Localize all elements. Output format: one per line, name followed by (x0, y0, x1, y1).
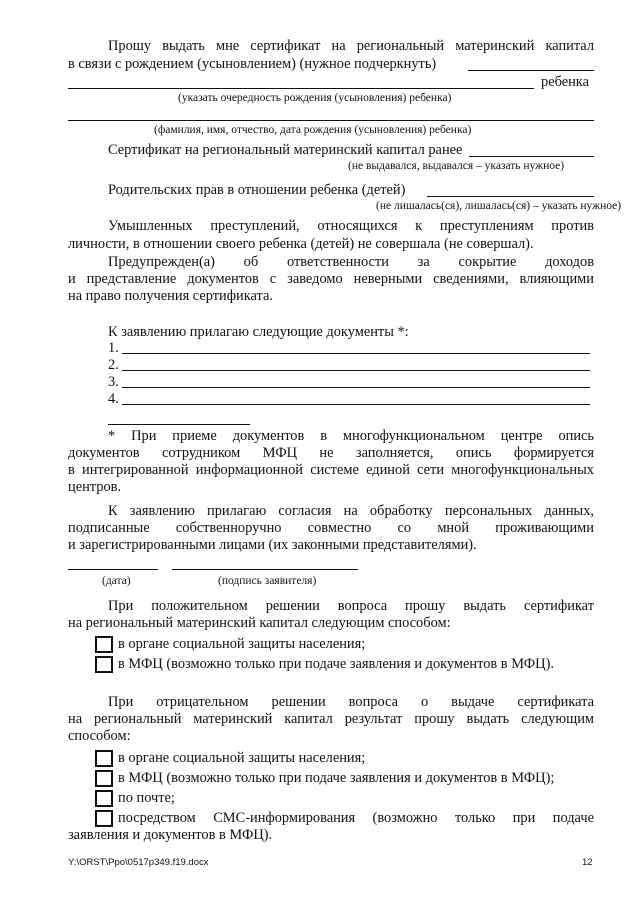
hint-child-name: (фамилия, имя, отчество, дата рождения (усыновления) ребенка) (154, 124, 472, 136)
consent-line-1: К заявлению прилагаю согласия на обработку персональных данных, (108, 503, 594, 519)
document-field-4[interactable] (122, 404, 590, 405)
positive-option-social-label: в органе социальной защиты населения; (118, 636, 366, 652)
date-label: (дата) (102, 575, 131, 587)
warning-line-2: и представление документов с заведомо неверными сведениями, влияющими (68, 271, 594, 287)
doc-number: 4. (108, 391, 119, 407)
warning-line-3: на право получения сертификата. (68, 288, 273, 304)
birth-type-field[interactable] (468, 70, 594, 71)
footnote-line-4: центров. (68, 479, 122, 495)
request-line-1: Прошу выдать мне сертификат на региональный материнский капитал (108, 38, 594, 54)
certificate-label: Сертификат на региональный материнский капитал ранее (108, 142, 463, 158)
child-order-field[interactable] (68, 88, 534, 89)
negative-option-social-label: в органе социальной защиты населения; (118, 750, 366, 766)
positive-line-2: на региональный материнский капитал следующим способом: (68, 615, 451, 631)
negative-option-post-checkbox[interactable] (95, 790, 113, 807)
date-field[interactable] (68, 569, 158, 570)
negative-option-sms-checkbox[interactable] (95, 810, 113, 827)
rights-label: Родительских прав в отношении ребенка (детей) (108, 182, 406, 198)
footer-file-path: Y:\ORST\Ppo\0517p349.f19.docx (68, 857, 209, 868)
consent-line-2: подписанные собственноручно совместно со мной проживающими (68, 520, 594, 536)
negative-line-3: способом: (68, 728, 131, 744)
negative-option-mfc-label: в МФЦ (возможно только при подаче заявления и документов в МФЦ); (118, 770, 555, 786)
crimes-line-1: Умышленных преступлений, относящихся к преступлениям против (108, 218, 594, 234)
negative-line-2: на региональный материнский капитал результат прошу выдать следующим (68, 711, 594, 727)
consent-line-3: и зарегистрированными лицами (их законными представителями). (68, 537, 477, 553)
certificate-field[interactable] (469, 156, 594, 157)
footnote-line-3: в интегрированной информационной системе единой сети многофункциональных (68, 462, 594, 478)
document-field-3[interactable] (122, 387, 590, 388)
rights-hint: (не лишалась(ся), лишалась(ся) – указать нужное) (376, 200, 622, 212)
warning-line-1: Предупрежден(а) об ответственности за сокрытие доходов (108, 254, 594, 270)
positive-option-mfc-label: в МФЦ (возможно только при подаче заявления и документов в МФЦ). (118, 656, 554, 672)
rights-field[interactable] (427, 196, 594, 197)
negative-line-1: При отрицательном решении вопроса о выдаче сертификата (108, 694, 594, 710)
hint-child-order: (указать очередность рождения (усыновления) ребенка) (178, 92, 452, 104)
doc-number: 1. (108, 340, 119, 356)
doc-number: 3. (108, 374, 119, 390)
signature-field[interactable] (172, 569, 358, 570)
negative-option-sms-continuation: заявления и документов в МФЦ). (68, 827, 273, 843)
negative-option-mfc-checkbox[interactable] (95, 770, 113, 787)
certificate-hint: (не выдавался, выдавался – указать нужное) (348, 160, 565, 172)
negative-option-post-label: по почте; (118, 790, 175, 806)
document-field-1[interactable] (122, 353, 590, 354)
doc-number: 2. (108, 357, 119, 373)
page-number: 12 (582, 857, 593, 868)
request-line-2: в связи с рождением (усыновлением) (нужное подчеркнуть) (68, 56, 437, 72)
positive-line-1: При положительном решении вопроса прошу выдать сертификат (108, 598, 594, 614)
crimes-line-2: личности, в отношении своего ребенка (детей) не совершала (не совершал). (68, 236, 534, 252)
footnote-line-2: документов сотрудником МФЦ не заполняется, опись формируется (68, 445, 594, 461)
positive-option-mfc-checkbox[interactable] (95, 656, 113, 673)
document-field-2[interactable] (122, 370, 590, 371)
footnote-line-1: * При приеме документов в многофункциональном центре опись (108, 428, 594, 444)
positive-option-social-checkbox[interactable] (95, 636, 113, 653)
negative-option-sms-label: посредством СМС-информирования (возможно только при подаче (118, 810, 594, 826)
child-name-field[interactable] (68, 120, 594, 121)
child-suffix: ребенка (541, 74, 589, 90)
documents-intro: К заявлению прилагаю следующие документы *: (108, 324, 409, 340)
footnote-separator (108, 424, 250, 425)
negative-option-social-checkbox[interactable] (95, 750, 113, 767)
signature-label: (подпись заявителя) (218, 575, 317, 587)
